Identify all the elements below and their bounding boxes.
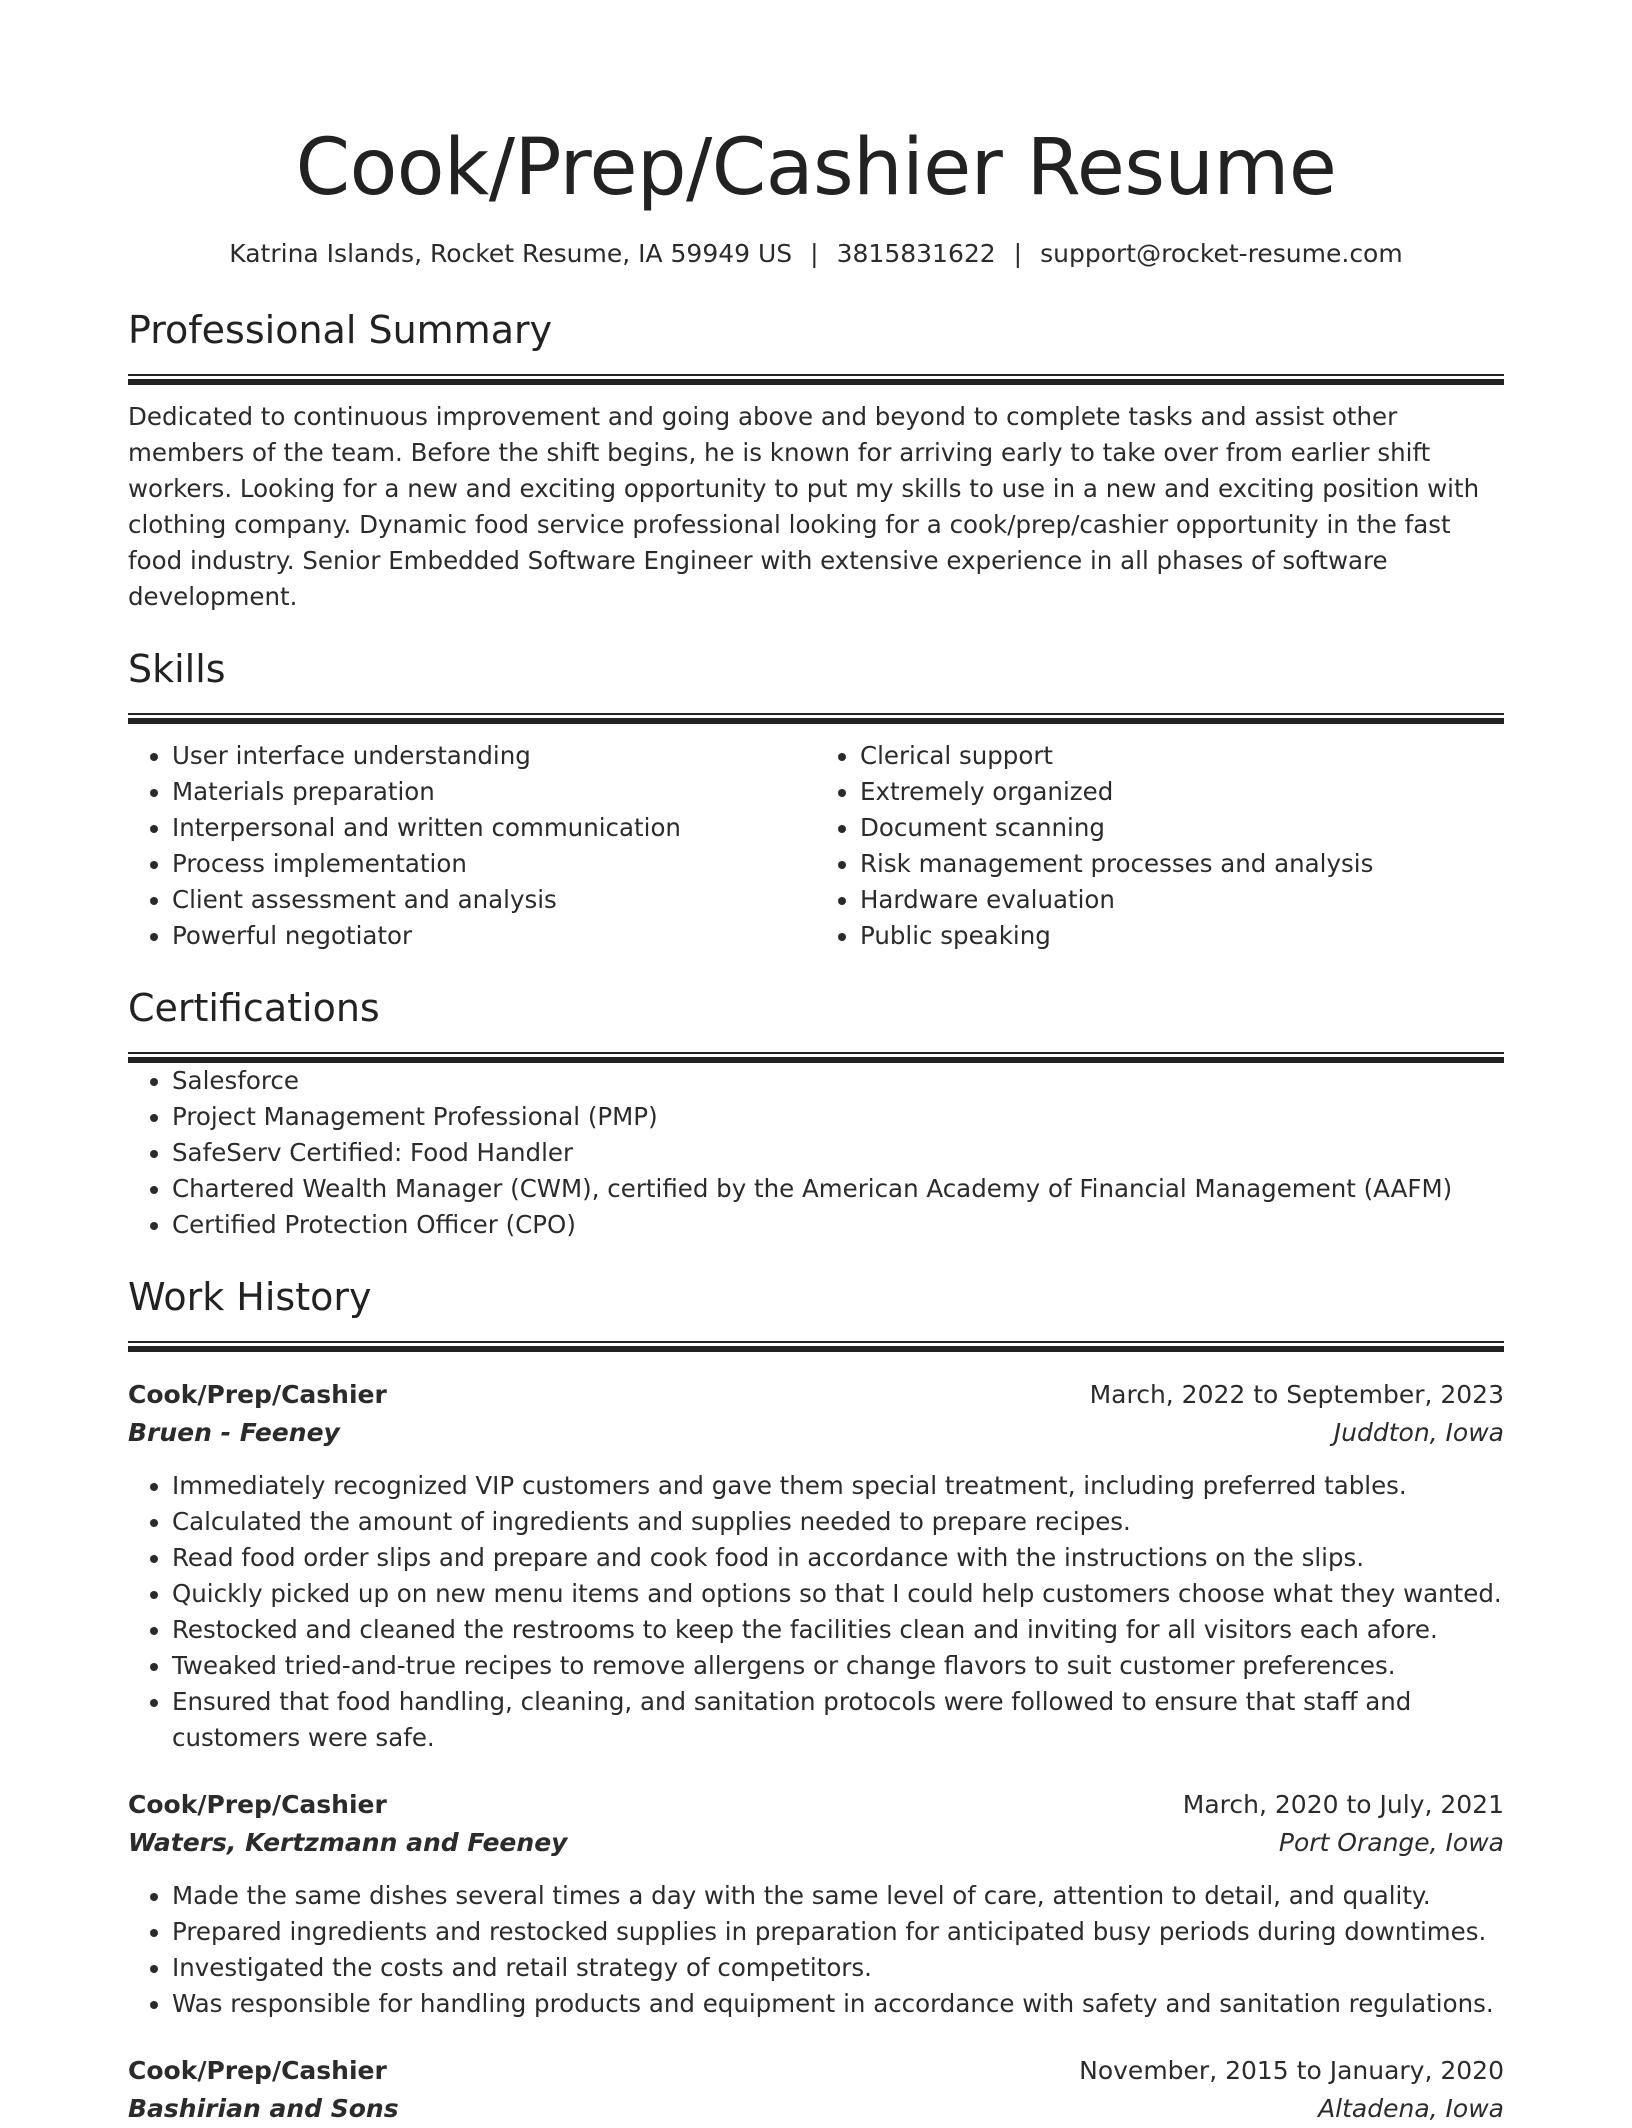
job-dates: November, 2015 to January, 2020	[1079, 2056, 1504, 2085]
certifications-list	[128, 1063, 1504, 1243]
section-divider	[128, 713, 1504, 724]
summary-text: Dedicated to continuous improvement and going above and beyond to complete tasks and assist other members of the team. Before the shift begins, he is known for arriving early to take over from earlier shift workers. Looking for a new and exciting opportunity to put my skills to use in a new and exciting position with clothing company. Dynamic food service professional looking for a cook/prep/cashier opportunity in the fast food industry. Senior Embedded Software Engineer with extensive experience in all phases of software development.	[128, 402, 1480, 611]
job-header-row	[128, 1786, 1504, 1824]
job-duty: • Made the same dishes several times a day with the same level of care, attention to detail, and quality.	[172, 1878, 1504, 1914]
contact-separator: |	[810, 239, 819, 268]
skill-item: • Client assessment and analysis	[172, 882, 816, 918]
job-duty: • Prepared ingredients and restocked supplies in preparation for anticipated busy periods during downtimes.	[172, 1914, 1504, 1950]
job-duty: • Calculated the amount of ingredients and supplies needed to prepare recipes.	[172, 1504, 1504, 1540]
skill-item: • User interface understanding	[172, 738, 816, 774]
skills-right-list	[816, 738, 1504, 954]
work-history-section	[128, 1273, 1504, 2128]
section-divider	[128, 1341, 1504, 1352]
skill-item: • Interpersonal and written communication	[172, 810, 816, 846]
certification-item: • SafeServ Certified: Food Handler	[172, 1135, 1504, 1171]
job-title: Cook/Prep/Cashier	[128, 2056, 387, 2085]
job-dates: March, 2020 to July, 2021	[1182, 1790, 1504, 1819]
skill-item: • Public speaking	[860, 918, 1504, 954]
work-history-heading: Work History	[128, 1275, 372, 1319]
skill-item: • Risk management processes and analysis	[860, 846, 1504, 882]
skill-item: • Materials preparation	[172, 774, 816, 810]
job-duties-list	[128, 1878, 1504, 2022]
job-duty: • Investigated the costs and retail strategy of competitors.	[172, 1950, 1504, 1986]
contact-phone: 3815831622	[836, 239, 996, 268]
section-divider	[128, 374, 1504, 385]
skills-heading: Skills	[128, 647, 226, 691]
job-entry	[128, 1376, 1504, 1756]
job-location: Juddton, Iowa	[1333, 1418, 1504, 1447]
job-header-row	[128, 1376, 1504, 1414]
resume-title: Cook/Prep/Cashier Resume	[295, 123, 1337, 213]
job-dates: March, 2022 to September, 2023	[1089, 1380, 1504, 1409]
contact-separator: |	[1013, 239, 1023, 268]
job-company-row	[128, 2090, 1504, 2128]
job-duties-list	[128, 1468, 1504, 1756]
certification-item: • Certified Protection Officer (CPO)	[172, 1207, 1504, 1243]
section-divider	[128, 1052, 1504, 1063]
job-company-row	[128, 1414, 1504, 1452]
job-duty: • Read food order slips and prepare and cook food in accordance with the instructions on the slips.	[172, 1540, 1504, 1576]
contact-email: support@rocket-resume.com	[1040, 239, 1403, 268]
job-duty: • Quickly picked up on new menu items and options so that I could help customers choose what they wanted.	[172, 1576, 1504, 1612]
summary-heading: Professional Summary	[128, 308, 553, 352]
job-title: Cook/Prep/Cashier	[128, 1790, 387, 1819]
skill-item: • Powerful negotiator	[172, 918, 816, 954]
job-company-row	[128, 1824, 1504, 1862]
job-company: Bashirian and Sons	[128, 2094, 399, 2123]
job-duty: • Was responsible for handling products and equipment in accordance with safety and sanitation regulations.	[172, 1986, 1504, 2022]
skills-section	[128, 645, 1504, 954]
skill-item: • Extremely organized	[860, 774, 1504, 810]
job-company: Bruen - Feeney	[128, 1418, 340, 1447]
job-duty: • Ensured that food handling, cleaning, and sanitation protocols were followed to ensure that staff and customers were safe.	[172, 1684, 1504, 1756]
job-duty: • Tweaked tried-and-true recipes to remove allergens or change flavors to suit customer preferences.	[172, 1648, 1504, 1684]
skill-item: • Process implementation	[172, 846, 816, 882]
certifications-heading: Certifications	[128, 986, 380, 1030]
job-entry	[128, 2052, 1504, 2128]
job-title: Cook/Prep/Cashier	[128, 1380, 387, 1409]
summary-section	[128, 306, 1504, 615]
skills-columns	[128, 738, 1504, 954]
skill-item: • Hardware evaluation	[860, 882, 1504, 918]
certifications-section	[128, 984, 1504, 1243]
job-duty: • Immediately recognized VIP customers and gave them special treatment, including preferred tables.	[172, 1468, 1504, 1504]
skills-left-list	[128, 738, 816, 954]
job-company: Waters, Kertzmann and Feeney	[128, 1828, 568, 1857]
contact-line	[128, 238, 1504, 270]
job-header-row	[128, 2052, 1504, 2090]
contact-address: Katrina Islands, Rocket Resume, IA 59949 US	[229, 239, 793, 268]
job-location: Altadena, Iowa	[1318, 2094, 1504, 2123]
job-entry	[128, 1786, 1504, 2022]
certification-item: • Project Management Professional (PMP)	[172, 1099, 1504, 1135]
skill-item: • Clerical support	[860, 738, 1504, 774]
certification-item: • Chartered Wealth Manager (CWM), certified by the American Academy of Financial Management (AAFM)	[172, 1171, 1504, 1207]
job-location: Port Orange, Iowa	[1278, 1828, 1504, 1857]
job-duty: • Restocked and cleaned the restrooms to keep the facilities clean and inviting for all visitors each afore.	[172, 1612, 1504, 1648]
skill-item: • Document scanning	[860, 810, 1504, 846]
certification-item: • Salesforce	[172, 1063, 1504, 1099]
